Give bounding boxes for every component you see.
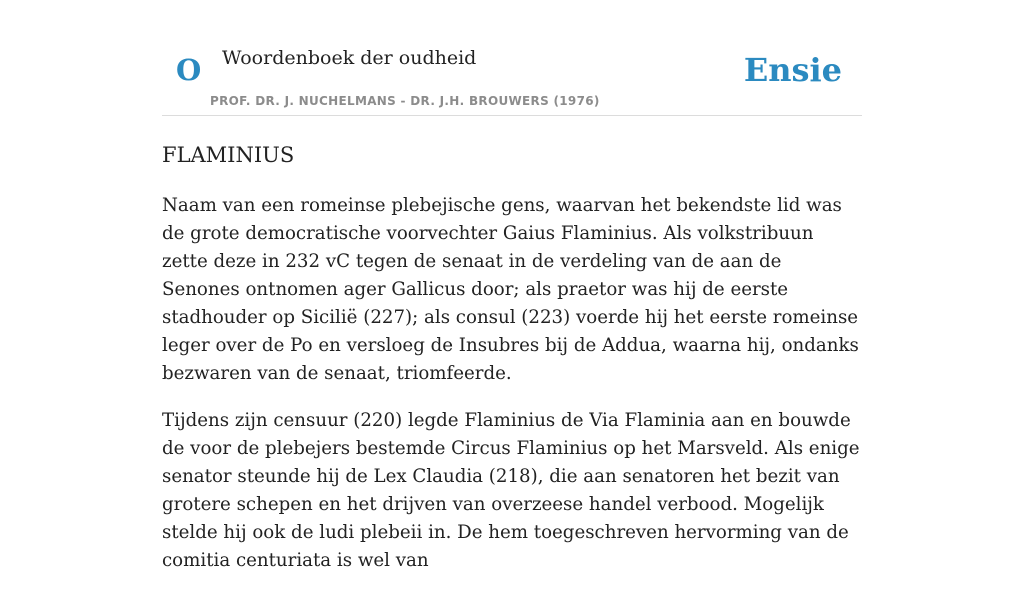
book-authors: PROF. DR. J. NUCHELMANS - DR. J.H. BROUWERS (1976): [210, 94, 600, 108]
entry-paragraph: Tijdens zijn censuur (220) legde Flaminius de Via Flaminia aan en bouwde de voor de plebejers bestemde Circus Flaminius op het Marsveld. Als enige senator steunde hij de Lex Claudia (218), die aan senatoren het bezit van grotere schepen en het drijven van overzeese handel verbood. Mogelijk stelde hij ook de ludi plebeii in. De hem toegeschreven hervorming van de comitia centuriata is wel van: [162, 410, 860, 571]
header: [162, 0, 862, 116]
book-title[interactable]: Woordenboek der oudheid: [222, 47, 477, 69]
ensie-logo[interactable]: Ensie: [743, 51, 842, 89]
entry-paragraph: Naam van een romeinse plebejische gens, waarvan het bekendste lid was de grote democratische voorvechter Gaius Flaminius. Als volkstribuun zette deze in 232 vC tegen de senaat in de verdeling van de aan de Senones ontnomen ager Gallicus door; als praetor was hij de eerste stadhouder op Sicilië (227); als consul (223) voerde hij het eerste romeinse leger over de Po en versloeg de Insubres bij de Addua, waarna hij, ondanks bezwaren van de senaat, triomfeerde.: [162, 195, 859, 384]
entry-title: FLAMINIUS: [162, 143, 295, 167]
entry-content: [162, 192, 862, 594]
index-letter[interactable]: O: [176, 53, 202, 87]
